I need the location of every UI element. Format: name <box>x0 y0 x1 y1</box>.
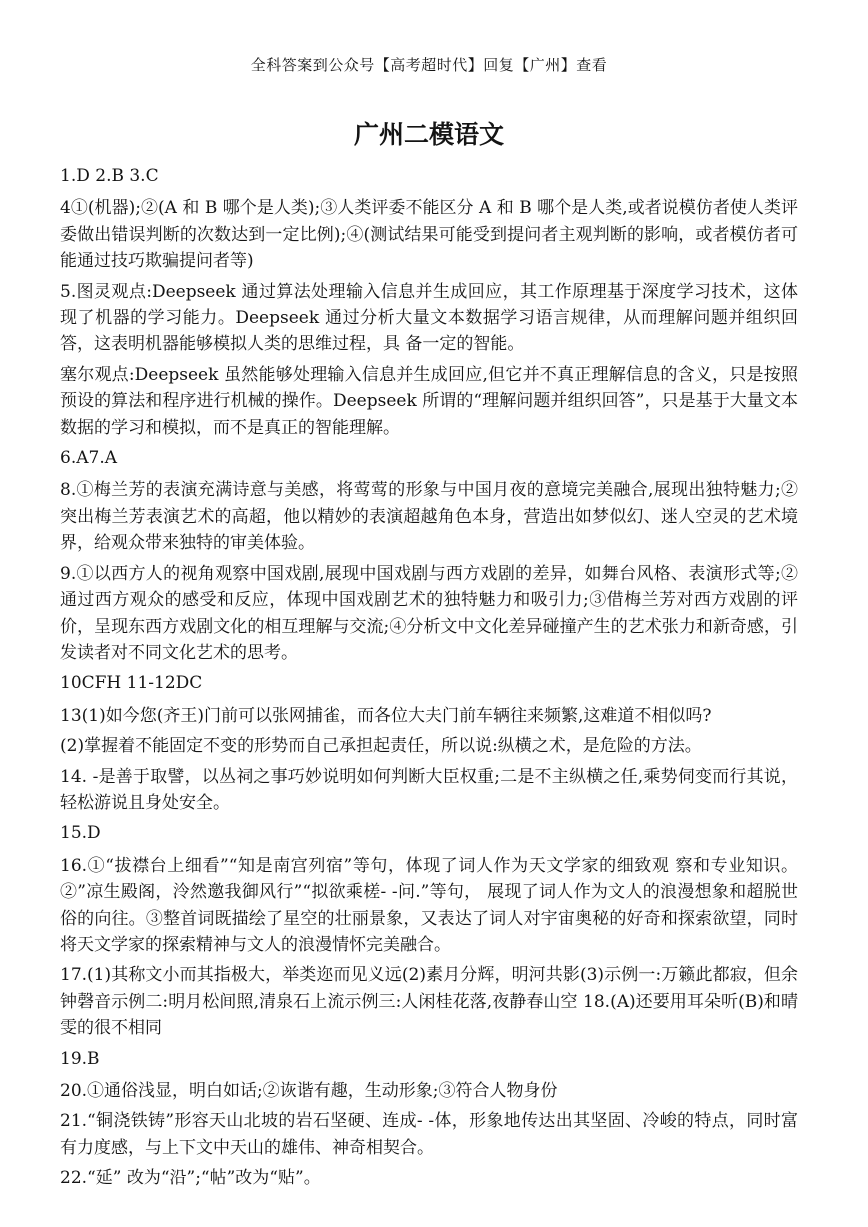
answer-13-1: 13(1)如今您(齐王)门前可以张网捕雀，而各位大夫门前车辆往来频繁,这难道不相似吗? <box>60 705 712 726</box>
page-title: 广州二模语文 <box>353 120 504 149</box>
answer-17-18: 17.(1)其称文小而其指极大，举类迩而见义远(2)素月分辉，明河共影(3)示例一:万籁此都寂，但余钟磬音示例二:明月松间照,清泉石上流示例三:人闲桂花落,夜静春山空 18.(A)还要用耳朵听(B)和晴雯的很不相同 <box>60 965 798 1039</box>
answer-14: 14. -是善于取譬，以丛祠之事巧妙说明如何判断大臣权重;二是不主纵横之任,乘势伺变而行其说，轻松游说且身处安全。 <box>60 766 798 813</box>
answer-5-searle: 塞尔观点:Deepseek 虽然能够处理输入信息并生成回应,但它并不真正理解信息的含义，只是按照预设的算法和程序进行机械的操作。Deepseek 所谓的“理解问题并组织回答”，只是基于大量文本数据的学习和模拟，而不是真正的智能理解。 <box>60 364 798 438</box>
answer-22: 22.“延” 改为“沿”;“帖”改为“贴”。 <box>60 1168 321 1189</box>
answer-6-7: 6.A7.A <box>60 448 117 469</box>
answer-15: 15.D <box>60 823 101 844</box>
answer-9: 9.①以西方人的视角观察中国戏剧,展现中国戏剧与西方戏剧的差异，如舞台风格、表演形式等;②通过西方观众的感受和反应，体现中国戏剧艺术的独特魅力和吸引力;③借梅兰芳对西方戏剧的评价，呈现东西方戏剧文化的相互理解与交流;④分析文中文化差异碰撞产生的艺术张力和新奇感，引发读者对不同文化艺术的思考。 <box>60 563 798 663</box>
answer-1-3: 1.D 2.B 3.C <box>60 166 159 186</box>
answer-list <box>60 163 798 1192</box>
answer-19: 19.B <box>60 1048 100 1069</box>
answer-20: 20.①通俗浅显，明白如话;②诙谐有趣，生动形象;③符合人物身份 <box>60 1081 558 1101</box>
answer-16: 16.①“拔襟台上细看”“知是南宫列宿”等句，体现了词人作为天文学家的细致观 察和专业知识。②”凉生殿阁，泠然邀我御风行”“拟欲乘槎- -问.”等句， 展现了词人作为文人的浪漫想象和超脱世俗的向往。③整首词既描绘了星空的壮丽景象，又表达了词人对宇宙奥秘的好奇和探索欲望，同时将天文学家的探索精神与文人的浪漫情怀完美融合。 <box>60 855 798 955</box>
answer-5-turing: 5.图灵观点:Deepseek 通过算法处理输入信息并生成回应，其工作原理基于深度学习技术，这体现了机器的学习能力。Deepseek 通过分析大量文本数据学习语言规律，从而理解问题并组织回答，这表明机器能够模拟人类的思维过程，具 备一定的智能。 <box>60 281 798 355</box>
answer-10-12: 10CFH 11-12DC <box>60 673 203 694</box>
answer-13-2: (2)掌握着不能固定不变的形势而自己承担起责任，所以说:纵横之术，是危险的方法。 <box>60 736 702 757</box>
answer-21: 21.“铜浇铁铸”形容天山北坡的岩石坚硬、连成- -体，形象地传达出其坚固、冷峻的特点，同时富有力度感，与上下文中天山的雄伟、神奇相契合。 <box>60 1111 798 1158</box>
answer-4: 4①(机器);②(A 和 B 哪个是人类);③人类评委不能区分 A 和 B 哪个是人类,或者说模仿者使人类评委做出错误判断的次数达到一定比例);④(测试结果可能受到提问者主观判断的影响，或者模仿者可能通过技巧欺骗提问者等) <box>60 198 798 272</box>
page-header: 全科答案到公众号【高考超时代】回复【广州】查看 <box>250 56 608 74</box>
answer-8: 8.①梅兰芳的表演充满诗意与美感，将莺莺的形象与中国月夜的意境完美融合,展现出独特魅力;②突出梅兰芳表演艺术的高超，他以精妙的表演超越角色本身，营造出如梦似幻、迷人空灵的艺术境界，给观众带来独特的审美体验。 <box>60 480 798 554</box>
